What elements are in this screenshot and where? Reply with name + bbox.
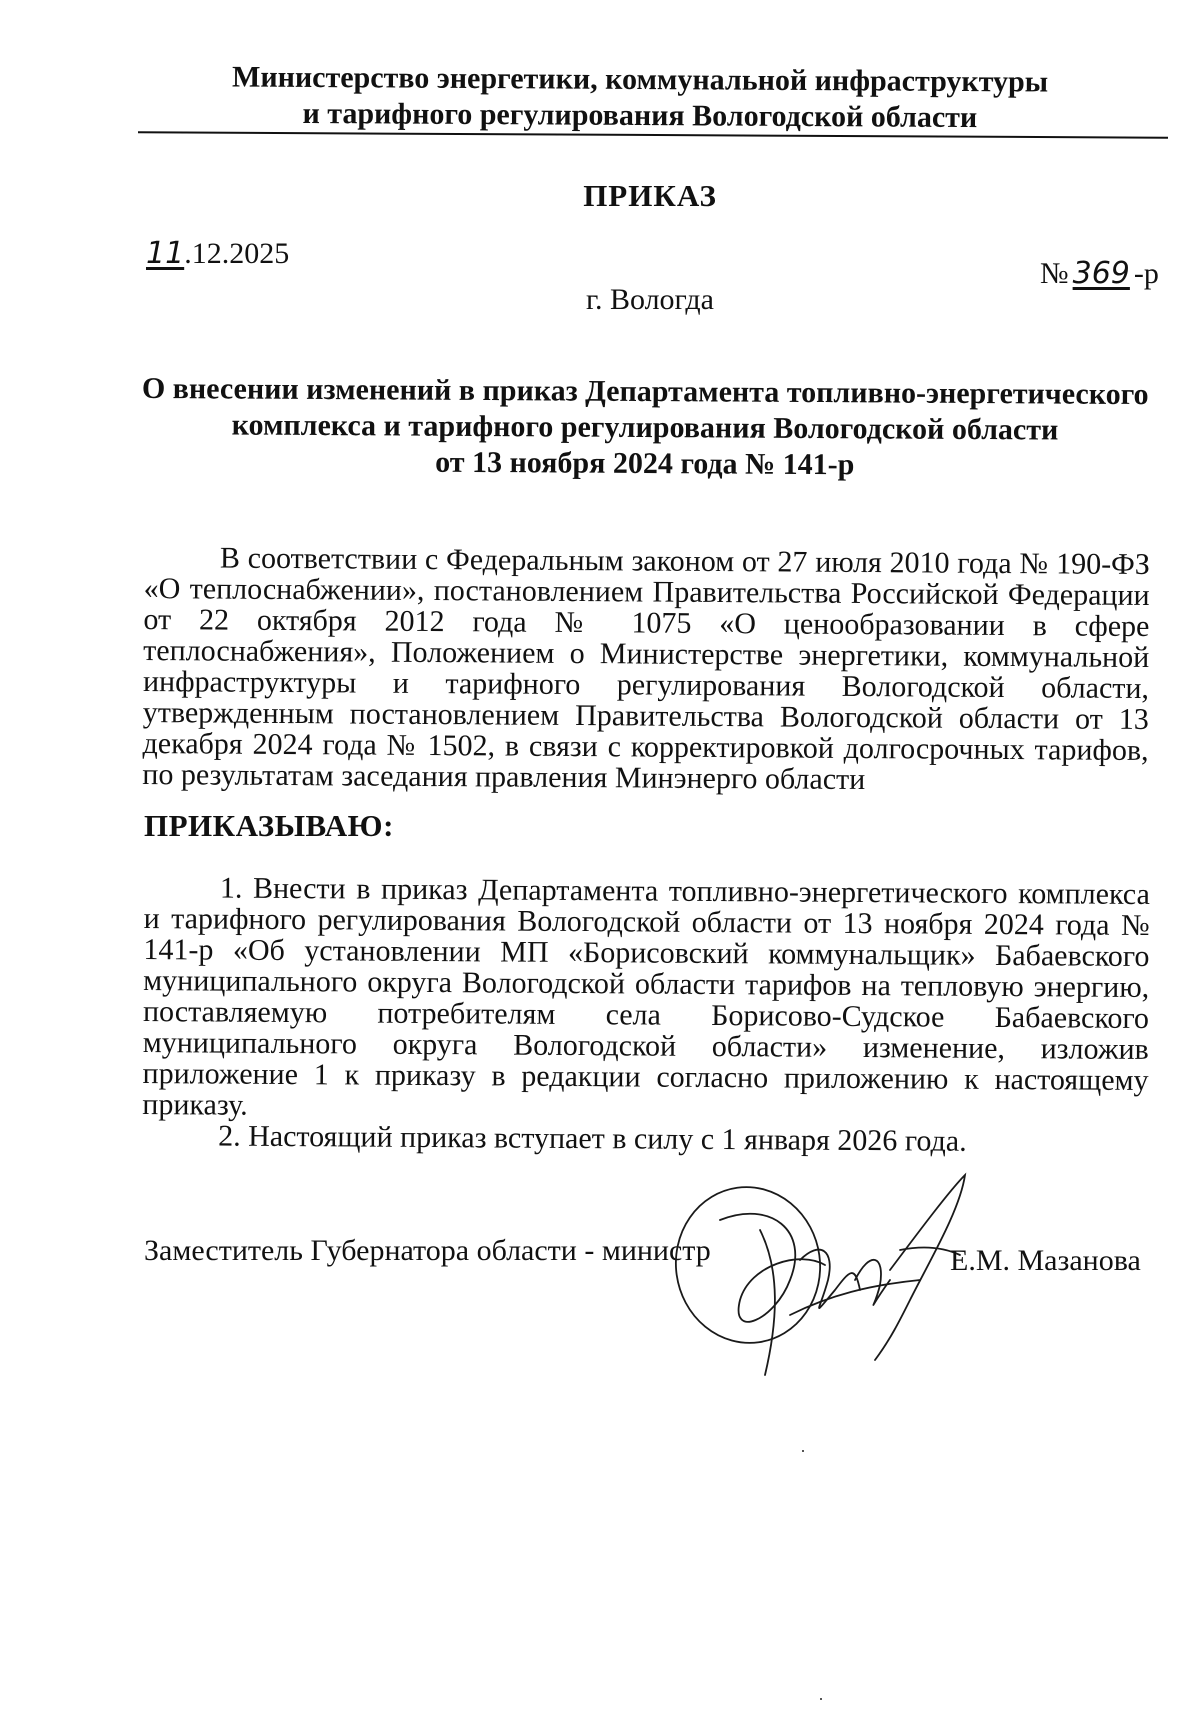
ministry-line-1: Министерство энергетики, коммунальной инфраструктуры — [231, 60, 1049, 99]
ministry-header — [140, 59, 1140, 137]
subject-line-1: О внесении изменений в приказ Департамента топливно-энергетического — [141, 371, 1149, 412]
document-number — [1040, 256, 1159, 291]
number-prefix: № — [1040, 257, 1069, 290]
scan-speck — [802, 1450, 804, 1452]
document-date — [146, 236, 289, 271]
signer-name: Е.М. Мазанова — [950, 1244, 1141, 1277]
document-type: ПРИКАЗ — [583, 178, 717, 213]
order-word: ПРИКАЗЫВАЮ: — [144, 808, 394, 843]
document-city: г. Вологда — [586, 283, 714, 316]
subject-line-2: комплекса и тарифного регулирования Вологодской области — [231, 408, 1059, 447]
ministry-line-2: и тарифного регулирования Вологодской области — [302, 96, 978, 135]
preamble-paragraph — [142, 542, 1150, 797]
signer-position: Заместитель Губернатора области - министр — [144, 1234, 711, 1267]
number-suffix: -р — [1133, 257, 1159, 290]
date-day-handwritten: 11 — [146, 236, 185, 271]
preamble-text: В соответствии с Федеральным законом от 27 июля 2010 года № 190-ФЗ «О теплоснабжении», постановлением Правительства Российской Федерации от 22 октября 2012 года № 1075 «О ценообразовании в сфере теплоснабжения», Положением о Министерстве энергетики, коммунальной инфраструктуры и тарифного регулирования Вологодской области, утвержденным постановлением Правительства Вологодской области от 13 декабря 2024 года № 1502, в связи с корректировкой долгосрочных тарифов, по результатам заседания правления Минэнерго области — [142, 541, 1150, 797]
order-item-1: 1. Внести в приказ Департамента топливно-энергетического комплекса и тарифного регулирования Вологодской области от 13 ноября 2024 года № 141-р «Об установлении МП «Борисовский коммунальщик» Бабаевского муниципального округа Вологодской области тарифов на тепловую энергию, поставляемую потребителям села Борисово-Судское Бабаевского муниципального округа Вологодской области» изменение, изложив приложение 1 к приказу в редакции согласно приложению к настоящему приказу. — [142, 871, 1150, 1122]
number-value-handwritten: 369 — [1072, 256, 1130, 291]
order-item-2: 2. Настоящий приказ вступает в силу с 1 января 2026 года. — [218, 1119, 967, 1158]
subject-line-3: от 13 ноября 2024 года № 141-р — [435, 445, 855, 482]
document-subject — [140, 371, 1151, 485]
scan-speck — [820, 1698, 822, 1700]
handwritten-signature — [660, 1170, 990, 1390]
date-rest: .12.2025 — [184, 237, 290, 270]
order-items — [142, 872, 1150, 1158]
